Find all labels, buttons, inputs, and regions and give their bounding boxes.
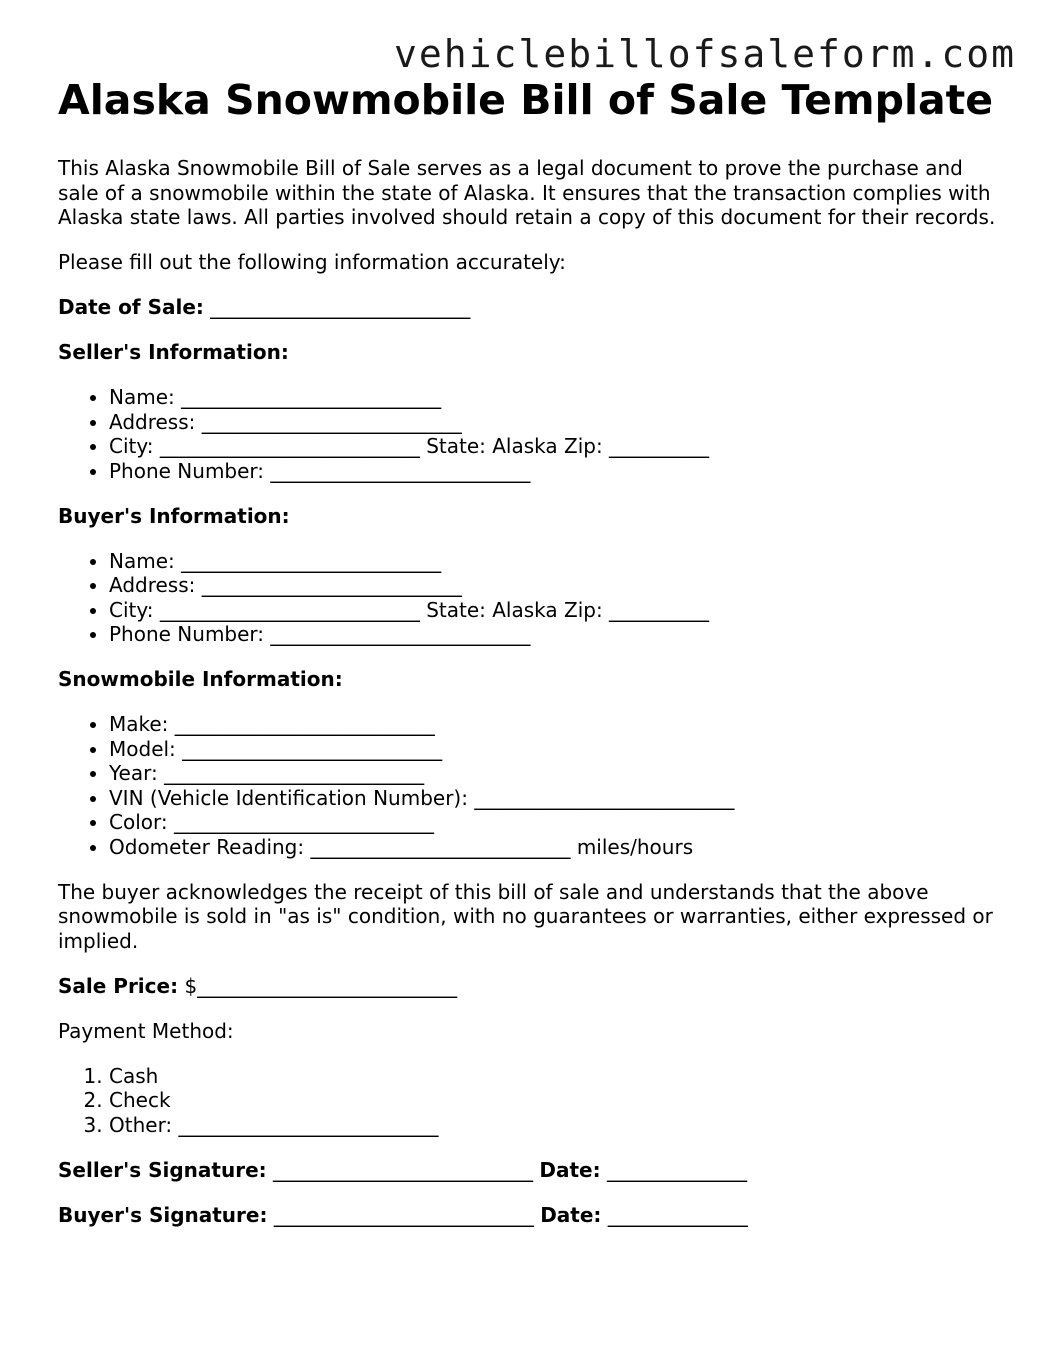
page-title: Alaska Snowmobile Bill of Sale Template bbox=[58, 76, 994, 124]
seller-signature-label: Seller's Signature: bbox=[58, 1157, 267, 1182]
sale-price-line bbox=[58, 974, 998, 999]
list-item: • VIN (Vehicle Identification Number): __________________________ bbox=[109, 786, 998, 811]
list-item: 2. Check bbox=[109, 1088, 998, 1113]
sale-price-label: Sale Price: bbox=[58, 973, 179, 998]
buyer-signature-blank: __________________________ bbox=[273, 1202, 534, 1227]
document-page bbox=[58, 76, 998, 1227]
buyer-section-heading: Buyer's Information: bbox=[58, 503, 290, 528]
seller-date-blank: ______________ bbox=[606, 1157, 747, 1182]
list-item: 1. Cash bbox=[109, 1064, 998, 1089]
seller-info-list bbox=[58, 385, 998, 483]
watermark: vehiclebillofsaleform.com bbox=[394, 32, 1016, 76]
list-item: • Color: __________________________ bbox=[109, 810, 998, 835]
payment-options-list bbox=[58, 1064, 998, 1138]
list-item: • City: __________________________ State: Alaska Zip: __________ bbox=[109, 598, 998, 623]
instruction-text: Please fill out the following information accurately: bbox=[58, 250, 566, 274]
intro-paragraph: This Alaska Snowmobile Bill of Sale serves as a legal document to prove the purchase and sale of a snowmobile within the state of Alaska. It ensures that the transaction complies with Alaska state laws. All parties involved should retain a copy of this document for their records. bbox=[58, 156, 996, 229]
buyer-date-label: Date: bbox=[540, 1202, 602, 1227]
list-item: • Phone Number: __________________________ bbox=[109, 459, 998, 484]
date-of-sale-label: Date of Sale: bbox=[58, 295, 204, 319]
buyer-date-blank: ______________ bbox=[607, 1202, 748, 1227]
buyer-info-list bbox=[58, 549, 998, 647]
list-item: • Name: __________________________ bbox=[109, 549, 998, 574]
buyer-signature-line bbox=[58, 1203, 998, 1228]
snowmobile-section-heading: Snowmobile Information: bbox=[58, 667, 343, 691]
seller-signature-line bbox=[58, 1158, 998, 1183]
list-item: • City: __________________________ State: Alaska Zip: __________ bbox=[109, 434, 998, 459]
seller-date-label: Date: bbox=[539, 1157, 601, 1182]
list-item: • Name: __________________________ bbox=[109, 385, 998, 410]
snowmobile-info-list bbox=[58, 712, 998, 859]
sale-price-blank: $__________________________ bbox=[184, 973, 458, 998]
list-item: • Address: __________________________ bbox=[109, 410, 998, 435]
list-item: 3. Other: __________________________ bbox=[109, 1113, 998, 1138]
list-item: • Make: __________________________ bbox=[109, 712, 998, 737]
list-item: • Address: __________________________ bbox=[109, 573, 998, 598]
seller-signature-blank: __________________________ bbox=[273, 1157, 533, 1182]
seller-section-heading: Seller's Information: bbox=[58, 340, 289, 364]
list-item: • Year: __________________________ bbox=[109, 761, 998, 786]
buyer-signature-label: Buyer's Signature: bbox=[58, 1202, 268, 1227]
acknowledgment-paragraph: The buyer acknowledges the receipt of this bill of sale and understands that the above snowmobile is sold in "as is" condition, with no guarantees or warranties, either expressed or implied. bbox=[58, 879, 993, 953]
date-of-sale-line bbox=[58, 295, 998, 320]
list-item: • Model: __________________________ bbox=[109, 737, 998, 762]
list-item: • Odometer Reading: __________________________ miles/hours bbox=[109, 835, 998, 860]
date-of-sale-blank: __________________________ bbox=[210, 295, 471, 319]
payment-method-label: Payment Method: bbox=[58, 1018, 234, 1043]
list-item: • Phone Number: __________________________ bbox=[109, 622, 998, 647]
